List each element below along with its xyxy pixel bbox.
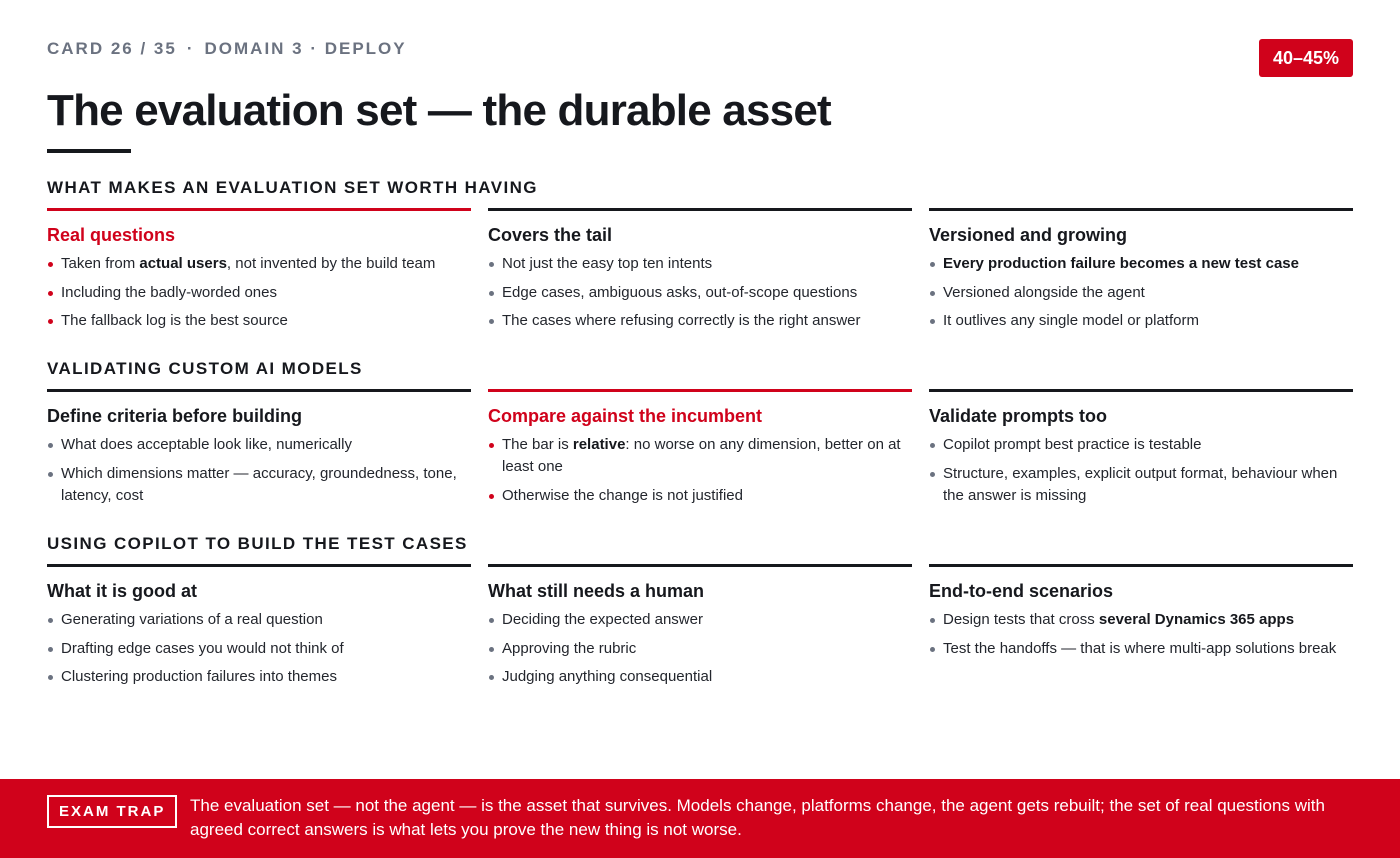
section-heading-worth-having: WHAT MAKES AN EVALUATION SET WORTH HAVING xyxy=(47,178,538,197)
bullet-item: Judging anything consequential xyxy=(488,666,912,688)
card-what-it-is-good-at xyxy=(47,564,471,695)
header xyxy=(47,39,1353,79)
card-define-criteria xyxy=(47,389,471,513)
card-title: Real questions xyxy=(47,225,176,245)
bullet-item: Clustering production failures into themes xyxy=(47,666,471,688)
card-title: Versioned and growing xyxy=(929,225,1128,245)
bullet-item: Deciding the expected answer xyxy=(488,609,912,631)
bullet-item: The fallback log is the best source xyxy=(47,310,471,332)
exam-trap-label: EXAM TRAP xyxy=(47,795,177,828)
card-title: Define criteria before building xyxy=(47,406,303,426)
bullet-item: What does acceptable look like, numerically xyxy=(47,434,471,456)
exam-trap-banner xyxy=(0,779,1400,858)
eyebrow xyxy=(47,39,1353,59)
exam-trap-text: The evaluation set — not the agent — is the asset that survives. Models change, platforms change, the agent gets rebuilt; the set of real questions with agreed correct answers is what lets you prove the new thing is not worse. xyxy=(190,796,1325,839)
bullet-item: Test the handoffs — that is where multi-app solutions break xyxy=(929,638,1353,660)
bullet-item: Drafting edge cases you would not think of xyxy=(47,638,471,660)
section-grid-validating-models xyxy=(47,389,1353,513)
bullet-item: Approving the rubric xyxy=(488,638,912,660)
bullet-list xyxy=(47,434,471,507)
title-underline xyxy=(47,149,131,153)
bullet-item: Every production failure becomes a new test case xyxy=(929,253,1353,275)
bullet-item: Structure, examples, explicit output format, behaviour when the answer is missing xyxy=(929,463,1353,507)
eyebrow-separator: · xyxy=(186,39,195,58)
bullet-item: Otherwise the change is not justified xyxy=(488,485,912,507)
card-covers-the-tail xyxy=(488,208,912,339)
card-title: Covers the tail xyxy=(488,225,613,245)
bullet-item: It outlives any single model or platform xyxy=(929,310,1353,332)
card-real-questions xyxy=(47,208,471,339)
card-needs-a-human xyxy=(488,564,912,695)
bullet-list xyxy=(47,609,471,688)
bullet-item: Edge cases, ambiguous asks, out-of-scope questions xyxy=(488,282,912,304)
bullet-list xyxy=(929,253,1353,332)
bullet-item: Design tests that cross several Dynamics 365 apps xyxy=(929,609,1353,631)
section-grid-copilot-test-cases xyxy=(47,564,1353,695)
weight-badge: 40–45% xyxy=(1259,39,1353,77)
bullet-item: Including the badly-worded ones xyxy=(47,282,471,304)
bullet-item: Taken from actual users, not invented by the build team xyxy=(47,253,471,275)
bullet-item: Copilot prompt best practice is testable xyxy=(929,434,1353,456)
section-grid-worth-having xyxy=(47,208,1353,339)
bullet-list xyxy=(929,434,1353,507)
bullet-item: Not just the easy top ten intents xyxy=(488,253,912,275)
card-compare-incumbent xyxy=(488,389,912,513)
domain-label: DOMAIN 3 · DEPLOY xyxy=(204,39,407,58)
bullet-list xyxy=(929,609,1353,660)
page-title: The evaluation set — the durable asset xyxy=(47,86,831,135)
bullet-list xyxy=(488,609,912,688)
bullet-item: Which dimensions matter — accuracy, groundedness, tone, latency, cost xyxy=(47,463,471,507)
bullet-list xyxy=(488,434,912,507)
card-title: End-to-end scenarios xyxy=(929,581,1114,601)
card-end-to-end-scenarios xyxy=(929,564,1353,695)
card-validate-prompts xyxy=(929,389,1353,513)
card-title: What it is good at xyxy=(47,581,197,601)
bullet-item: The bar is relative: no worse on any dimension, better on at least one xyxy=(488,434,912,478)
card-counter: CARD 26 / 35 xyxy=(47,39,177,58)
section-heading-copilot-test-cases: USING COPILOT TO BUILD THE TEST CASES xyxy=(47,534,468,553)
card-title: Validate prompts too xyxy=(929,406,1108,426)
bullet-list xyxy=(47,253,471,332)
section-heading-validating-models: VALIDATING CUSTOM AI MODELS xyxy=(47,359,363,378)
bullet-item: The cases where refusing correctly is the right answer xyxy=(488,310,912,332)
card-title: Compare against the incumbent xyxy=(488,406,763,426)
card-versioned-and-growing xyxy=(929,208,1353,339)
bullet-list xyxy=(488,253,912,332)
bullet-item: Versioned alongside the agent xyxy=(929,282,1353,304)
card-title: What still needs a human xyxy=(488,581,705,601)
bullet-item: Generating variations of a real question xyxy=(47,609,471,631)
